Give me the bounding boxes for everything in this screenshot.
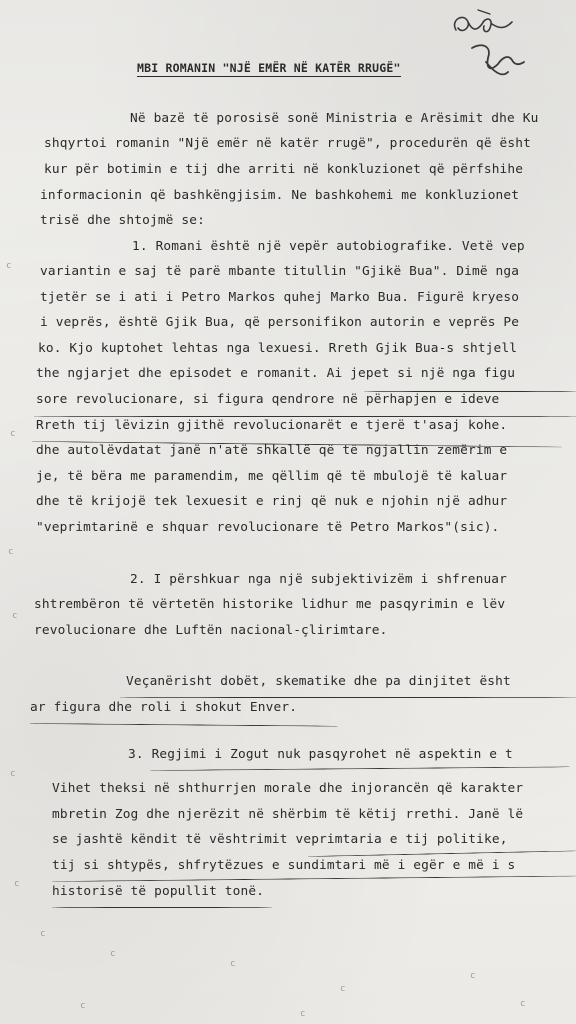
text-line: trisë dhe shtojmë se: — [40, 213, 205, 228]
text-line: Veçanërisht dobët, skematike dhe pa dinjitet ësht — [126, 674, 511, 689]
text-line: sore revolucionare, si figura qendrore në përhapjen e ideve — [36, 392, 500, 407]
underline-7 — [308, 850, 576, 857]
handwritten-annotation — [442, 2, 562, 92]
text-line: tjetër se i ati i Petro Markos quhej Marko Bua. Figurë kryeso — [40, 290, 520, 305]
text-line: Vihet theksi në shthurrjen morale dhe injorancën që karakter — [52, 781, 524, 796]
scan-speck: c — [110, 949, 116, 959]
text-line: revolucionare dhe Luftën nacional-çlirimtare. — [34, 623, 388, 638]
underline-2 — [34, 416, 576, 417]
scan-speck: c — [8, 547, 14, 557]
text-line: tij si shtypës, shfrytëzues e sundimtari më i egër e më i s — [52, 858, 516, 873]
underline-6 — [150, 766, 570, 771]
scan-speck: c — [10, 769, 16, 779]
text-line: dhe të krijojë tek lexuesit e rinj që nuk e njohin një adhur — [36, 494, 508, 509]
text-line: 2. I përshkuar nga një subjektivizëm i shfrenuar — [130, 572, 508, 587]
text-line: 1. Romani është një vepër autobiografike. Vetë vep — [132, 239, 525, 254]
underline-4 — [120, 697, 576, 698]
scan-speck: c — [80, 1001, 86, 1011]
scan-speck: c — [14, 879, 20, 889]
underline-8 — [52, 876, 576, 882]
scan-speck: c — [300, 1009, 306, 1019]
text-line: shqyrtoi romanin "Një emër në katër rrugë", procedurën që ësht — [44, 136, 531, 151]
scan-speck: c — [520, 999, 526, 1009]
scan-speck: c — [6, 261, 12, 271]
text-line: "veprimtarinë e shquar revolucionare të Petro Markos"(sic). — [36, 520, 500, 535]
scan-speck: c — [12, 611, 18, 621]
scan-speck: c — [40, 929, 46, 939]
text-line: variantin e saj të parë mbante titullin "Gjikë Bua". Dimë nga — [40, 264, 520, 279]
text-line: ko. Kjo kuptohet lehtas nga lexuesi. Rreth Gjik Bua-s shtjell — [38, 341, 518, 356]
scan-speck: c — [10, 429, 16, 439]
scan-speck: c — [340, 984, 346, 994]
text-line: se jashtë këndit të vështrimit veprimtaria e tij politike, — [52, 832, 508, 847]
underline-9 — [52, 907, 272, 908]
text-line: the ngjarjet dhe episodet e romanit. Ai jepet si një nga figu — [36, 366, 516, 381]
text-line: je, të bëra me paramendim, me qëllim që të mbulojë të kaluar — [36, 469, 508, 484]
scan-speck: c — [230, 959, 236, 969]
text-line: Në bazë të porosisë sonë Ministria e Arësimit dhe Ku — [130, 111, 539, 126]
text-line: ar figura dhe roli i shokut Enver. — [30, 700, 298, 715]
text-line: kur për botimin e tij dhe arriti në konkluzionet që përfshihe — [44, 162, 524, 177]
text-line: shtrembëron të vërtetën historike lidhur me pasqyrimin e lëv — [34, 597, 506, 612]
text-line: dhe autolëvdatat janë n'atë shkallë që të ngjallin zemërim e — [36, 443, 508, 458]
text-line: i veprës, është Gjik Bua, që personifikon autorin e veprës Pe — [40, 315, 520, 330]
scan-speck: c — [470, 971, 476, 981]
text-line: informacionin që bashkëngjisim. Ne bashkohemi me konkluzionet — [40, 188, 520, 203]
text-line: 3. Regjimi i Zogut nuk pasqyrohet në aspektin e t — [128, 747, 513, 762]
text-line: historisë të popullit tonë. — [52, 884, 265, 899]
document-title: MBI ROMANIN "NJË EMËR NË KATËR RRUGË" — [137, 61, 401, 75]
text-line: Rreth tij lëvizin gjithë revolucionarët e tjerë t'asaj kohe. — [36, 418, 508, 433]
underline-5 — [30, 723, 338, 727]
text-line: mbretin Zog dhe njerëzit në shërbim të këtij rrethi. Janë lë — [52, 807, 524, 822]
